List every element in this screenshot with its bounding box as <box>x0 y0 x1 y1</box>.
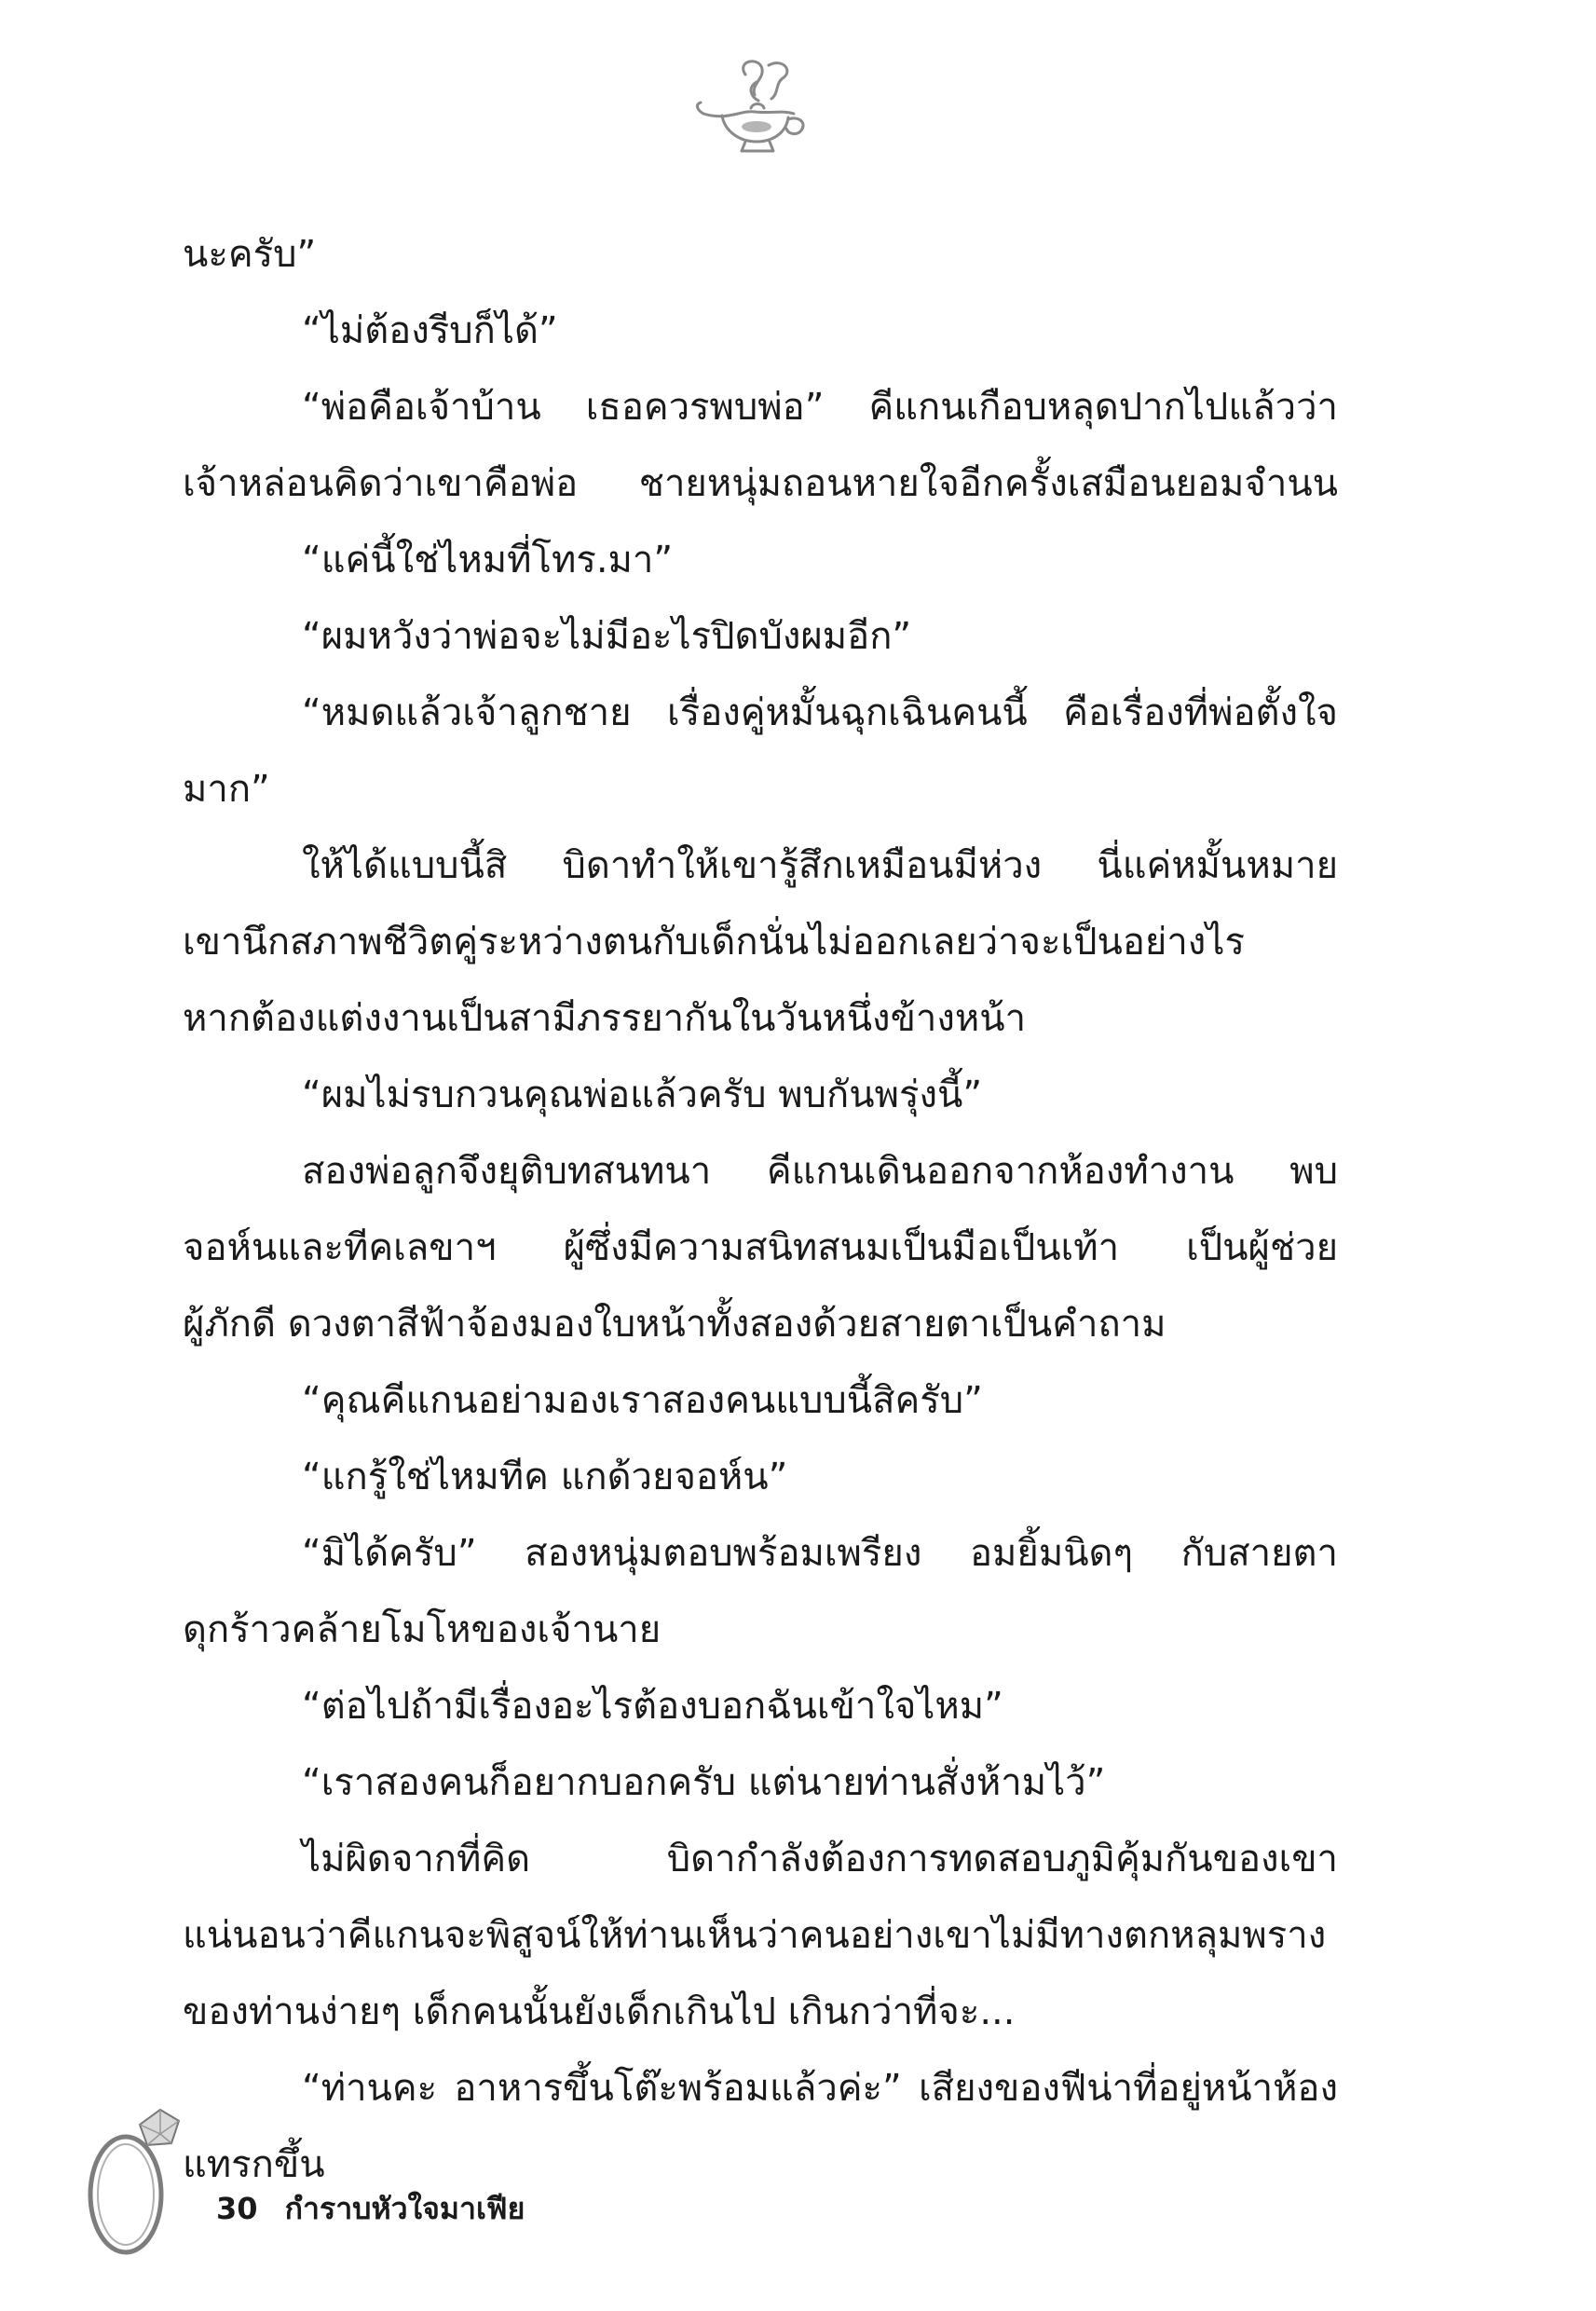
text-line: “พ่อคือเจ้าบ้าน เธอควรพบพ่อ” คีแกนเกือบหลุดปากไปแล้วว่า <box>302 386 1338 429</box>
text-line: ดุกร้าวคล้ายโมโหของเจ้านาย <box>183 1608 662 1651</box>
text-line: ของท่านง่ายๆ เด็กคนนั้นยังเด็กเกินไป เกินกว่าที่จะ... <box>183 1990 1016 2033</box>
page-number: 30 <box>216 2191 258 2226</box>
text-line: “ไม่ต้องรีบก็ได้” <box>302 309 558 352</box>
text-line: “คุณคีแกนอย่ามองเราสองคนแบบนี้สิครับ” <box>302 1379 983 1422</box>
page-footer <box>216 2181 525 2236</box>
text-line: แทรกขึ้น <box>183 2143 325 2186</box>
text-line: ผู้ภักดี ดวงตาสีฟ้าจ้องมองใบหน้าทั้งสองด้วยสายตาเป็นคำถาม <box>183 1303 1166 1346</box>
text-line: “แค่นี้ใช่ไหมที่โทร.มา” <box>302 539 674 581</box>
text-line: “ท่านคะ อาหารขึ้นโต๊ะพร้อมแล้วค่ะ” เสียงของฟีน่าที่อยู่หน้าห้อง <box>302 2067 1338 2110</box>
text-line: ไม่ผิดจากที่คิด บิดากำลังต้องการทดสอบภูมิคุ้มกันของเขา <box>302 1838 1338 1880</box>
text-line: “ผมหวังว่าพ่อจะไม่มีอะไรปิดบังผมอีก” <box>302 615 912 658</box>
text-line: จอห์นและทีคเลขาฯ ผู้ซึ่งมีความสนิทสนมเป็นมือเป็นเท้า เป็นผู้ช่วย <box>183 1226 1338 1269</box>
text-line: หากต้องแต่งงานเป็นสามีภรรยากันในวันหนึ่งข้างหน้า <box>183 997 1027 1040</box>
text-line: “หมดแล้วเจ้าลูกชาย เรื่องคู่หมั้นฉุกเฉินคนนี้ คือเรื่องที่พ่อตั้งใจ <box>302 691 1338 734</box>
genie-lamp-icon <box>689 56 820 158</box>
text-line: มาก” <box>183 768 270 811</box>
text-line: “ผมไม่รบกวนคุณพ่อแล้วครับ พบกันพรุ่งนี้” <box>302 1073 983 1116</box>
diamond-ring-icon <box>75 2097 196 2264</box>
body-text <box>183 216 1338 2203</box>
text-line: “ต่อไปถ้ามีเรื่องอะไรต้องบอกฉันเข้าใจไหม” <box>302 1685 1003 1728</box>
text-line: สองพ่อลูกจึงยุติบทสนทนา คีแกนเดินออกจากห้องทำงาน พบ <box>302 1150 1338 1193</box>
text-line: เจ้าหล่อนคิดว่าเขาคือพ่อ ชายหนุ่มถอนหายใจอีกครั้งเสมือนยอมจำนน <box>183 462 1338 505</box>
text-line: ให้ได้แบบนี้สิ บิดาทำให้เขารู้สึกเหมือนมีห่วง นี่แค่หมั้นหมาย <box>302 844 1338 887</box>
text-line: “มิได้ครับ” สองหนุ่มตอบพร้อมเพรียง อมยิ้มนิดๆ กับสายตา <box>302 1532 1338 1575</box>
text-line: “เราสองคนก็อยากบอกครับ แต่นายท่านสั่งห้ามไว้” <box>302 1761 1106 1804</box>
text-line: “แกรู้ใช่ไหมทีค แกด้วยจอห์น” <box>302 1456 788 1498</box>
text-line: แน่นอนว่าคีแกนจะพิสูจน์ให้ท่านเห็นว่าคนอย่างเขาไม่มีทางตกหลุมพราง <box>183 1914 1327 1957</box>
book-title: กำราบหัวใจมาเฟีย <box>284 2191 525 2226</box>
text-line: เขานึกสภาพชีวิตคู่ระหว่างตนกับเด็กนั่นไม่ออกเลยว่าจะเป็นอย่างไร <box>183 921 1245 964</box>
text-line: นะครับ” <box>183 233 317 276</box>
